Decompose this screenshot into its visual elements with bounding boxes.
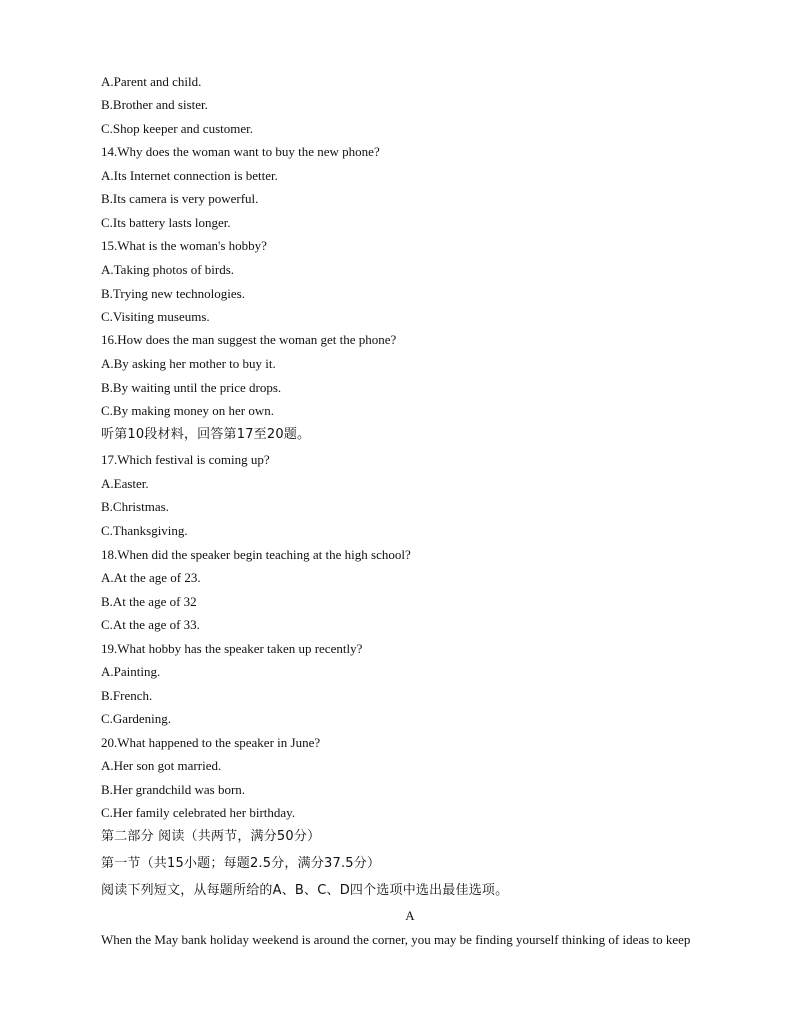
option-c-q15: C.Visiting museums. [101,309,210,324]
option-b-q19: B.French. [101,688,153,703]
option-a-q19: A.Painting. [101,664,161,679]
option-a-q16: A.By asking her mother to buy it. [101,356,276,371]
option-c-q17: C.Thanksgiving. [101,523,188,538]
option-c-q13: C.Shop keeper and customer. [101,121,253,136]
option-b-q13: B.Brother and sister. [101,97,208,112]
option-b-q16: B.By waiting until the price drops. [101,380,282,395]
option-b-q15: B.Trying new technologies. [101,286,245,301]
question-20: 20.What happened to the speaker in June? [101,735,321,750]
option-b-q20: B.Her grandchild was born. [101,782,246,797]
option-c-q14: C.Its battery lasts longer. [101,215,231,230]
question-16: 16.How does the man suggest the woman get the phone? [101,332,397,347]
option-c-q19: C.Gardening. [101,711,172,726]
question-19: 19.What hobby has the speaker taken up recently? [101,641,363,656]
question-18: 18.When did the speaker begin teaching at the high school? [101,547,411,562]
option-c-q20: C.Her family celebrated her birthday. [101,805,296,820]
option-c-q18: C.At the age of 33. [101,617,200,632]
passage-a-first-line: When the May bank holiday weekend is around the corner, you may be finding yourself thinking of ideas to keep [101,932,691,947]
question-15: 15.What is the woman's hobby? [101,238,267,253]
option-c-q16: C.By making money on her own. [101,403,274,418]
option-a-q17: A.Easter. [101,476,149,491]
option-a-q15: A.Taking photos of birds. [101,262,235,277]
part-two-heading: 第二部分 阅读（共两节，满分50分） [101,829,321,844]
option-a-q14: A.Its Internet connection is better. [101,168,278,183]
section-instruction-10: 听第10段材料，回答第17至20题。 [101,427,311,442]
section-one-heading: 第一节（共15小题；每题2.5分，满分37.5分） [101,856,381,871]
option-a-q20: A.Her son got married. [101,758,222,773]
question-14: 14.Why does the woman want to buy the new phone? [101,144,380,159]
reading-instruction: 阅读下列短文，从每题所给的A、B、C、D四个选项中选出最佳选项。 [101,883,509,898]
passage-label: A [405,908,415,923]
option-a-q13: A.Parent and child. [101,74,202,89]
option-b-q17: B.Christmas. [101,499,169,514]
option-a-q18: A.At the age of 23. [101,570,201,585]
option-b-q14: B.Its camera is very powerful. [101,191,259,206]
option-b-q18: B.At the age of 32 [101,594,197,609]
question-17: 17.Which festival is coming up? [101,452,270,467]
